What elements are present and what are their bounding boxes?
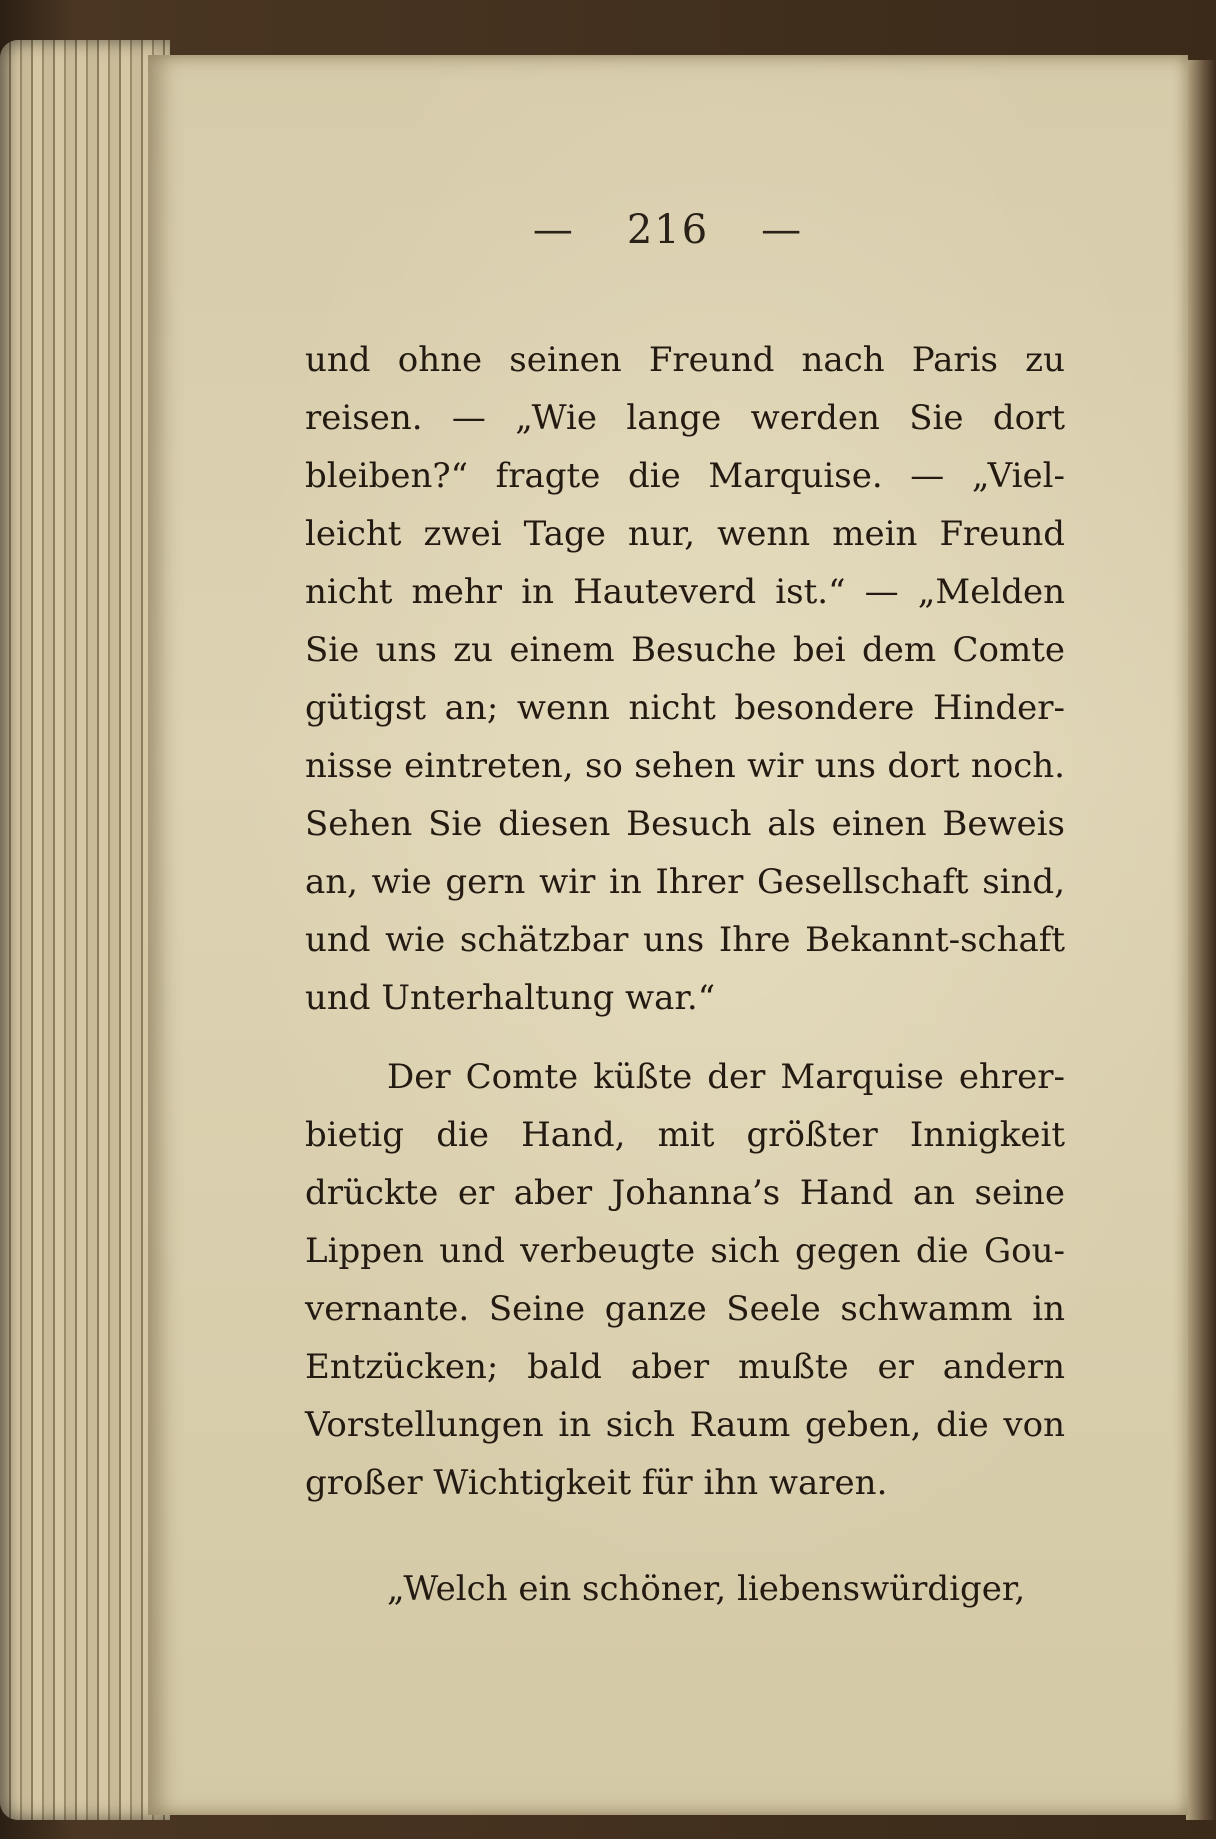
paragraph-3: „Welch ein schöner, liebenswürdiger,: [387, 1569, 1026, 1609]
page-number: 216: [626, 207, 710, 253]
paragraph-2: Der Comte küßte der Marquise ehrer-bietig die Hand, mit größter Innigkeit drückte er aber Johanna’s Hand an seine Lippen und verbeugte sich gegen die Gou-vernante. Seine ganze Seele schwamm in Entzücken; bald aber mußte er andern Vorstellungen in sich Raum geben, die von großer Wichtigkeit für ihn waren.: [305, 1057, 1065, 1503]
book-page: [148, 55, 1188, 1815]
right-page-edge: [1186, 60, 1216, 1820]
page-edges-stack: [0, 40, 170, 1820]
page-header: [148, 207, 1188, 253]
header-dash-left: —: [532, 207, 575, 253]
paragraph-1: und ohne seinen Freund nach Paris zu reisen. — „Wie lange werden Sie dort bleiben?“ fragte die Marquise. — „Viel-leicht zwei Tage nur, wenn mein Freund nicht mehr in Hauteverd ist.“ — „Melden Sie uns zu einem Besuche bei dem Comte gütigst an; wenn nicht besondere Hinder-nisse eintreten, so sehen wir uns dort noch. Sehen Sie diesen Besuch als einen Beweis an, wie gern wir in Ihrer Gesellschaft sind, und wie schätzbar uns Ihre Bekannt-schaft und Unterhaltung war.“: [305, 340, 1065, 1018]
header-dash-right: —: [761, 207, 804, 253]
